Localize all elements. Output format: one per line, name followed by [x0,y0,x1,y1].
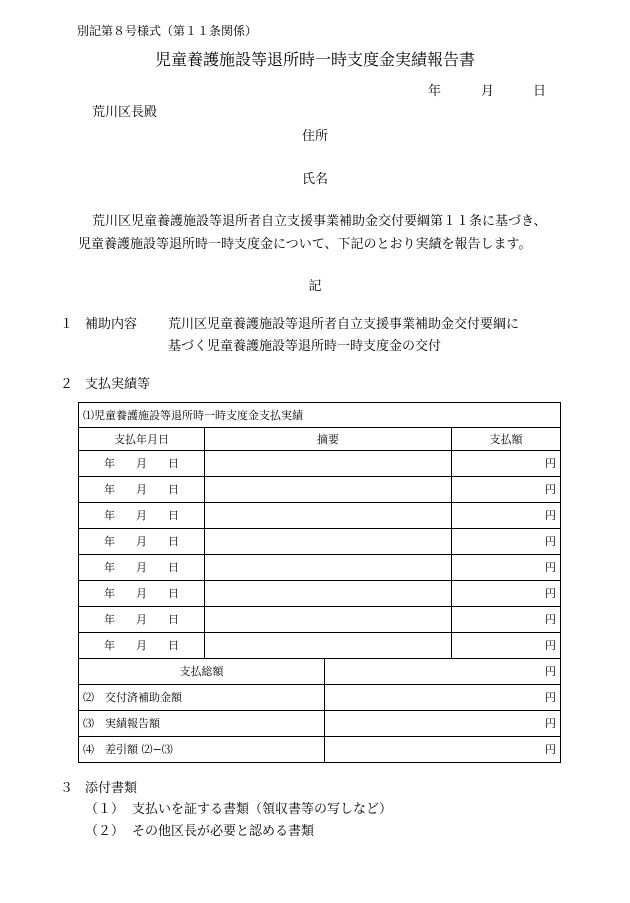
table-row [79,607,561,633]
date-cell[interactable]: 年 月 日 [79,581,205,607]
difference-amount[interactable]: 円 [325,737,561,763]
date-cell[interactable]: 年 月 日 [79,607,205,633]
amount-cell[interactable]: 円 [452,633,561,659]
amount-cell[interactable]: 円 [452,503,561,529]
header-amount: 支払額 [452,428,561,451]
section-3-number: ３ [60,781,74,796]
table-row [79,503,561,529]
granted-amount[interactable]: 円 [325,685,561,711]
ki-label: 記 [308,279,322,294]
reported-amount[interactable]: 円 [325,711,561,737]
table-row [79,451,561,477]
total-row [79,659,561,685]
reported-row [79,711,561,737]
amount-cell[interactable]: 円 [452,477,561,503]
attachment-2-text: その他区長が必要と認める書類 [132,824,315,839]
summary-cell[interactable] [205,477,452,503]
form-label: 別記第８号様式（第１１条関係） [77,24,258,38]
amount-cell[interactable]: 円 [452,451,561,477]
date-day: 日 [533,84,547,99]
date-cell[interactable]: 年 月 日 [79,555,205,581]
summary-cell[interactable] [205,555,452,581]
granted-row [79,685,561,711]
table-caption: ⑴児童養護施設等退所時一時支度金支払実績 [79,403,561,428]
amount-cell[interactable]: 円 [452,529,561,555]
date-year: 年 [428,84,442,99]
reported-label: ⑶ 実績報告額 [79,711,325,737]
date-cell[interactable]: 年 月 日 [79,451,205,477]
total-amount[interactable]: 円 [325,659,561,685]
date-cell[interactable]: 年 月 日 [79,503,205,529]
attachment-1-text: 支払いを証する書類（領収書等の写しなど） [132,802,393,817]
granted-label: ⑵ 交付済補助金額 [79,685,325,711]
amount-cell[interactable]: 円 [452,555,561,581]
difference-label: ⑷ 差引額 ⑵−⑶ [79,737,325,763]
header-summary: 摘要 [205,428,452,451]
table-row [79,555,561,581]
date-month: 月 [481,84,495,99]
summary-cell[interactable] [205,581,452,607]
difference-row [79,737,561,763]
section-1-line-2: 基づく児童養護施設等退所時一時支度金の交付 [168,339,442,354]
amount-cell[interactable]: 円 [452,581,561,607]
payment-table [78,402,561,763]
section-1-number: １ [60,317,74,332]
summary-cell[interactable] [205,633,452,659]
section-3-label: 添付書類 [85,781,138,796]
section-1-line-1: 荒川区児童養護施設等退所者自立支援事業補助金交付要綱に [168,317,520,332]
summary-cell[interactable] [205,529,452,555]
summary-cell[interactable] [205,607,452,633]
table-row [79,529,561,555]
table-row [79,581,561,607]
attachment-2-number: （２） [85,824,125,839]
table-row [79,633,561,659]
section-1-label: 補助内容 [85,317,138,332]
section-2-label: 支払実績等 [85,377,151,392]
addressee: 荒川区長殿 [92,105,158,120]
summary-cell[interactable] [205,451,452,477]
summary-cell[interactable] [205,503,452,529]
date-cell[interactable]: 年 月 日 [79,633,205,659]
date-cell[interactable]: 年 月 日 [79,529,205,555]
amount-cell[interactable]: 円 [452,607,561,633]
attachment-1-number: （１） [85,802,125,817]
body-line-2: 児童養護施設等退所時一時支度金について、下記のとおり実績を報告します。 [78,237,532,252]
date-cell[interactable]: 年 月 日 [79,477,205,503]
address-label: 住所 [301,129,328,144]
body-line-1: 荒川区児童養護施設等退所者自立支援事業補助金交付要綱第１１条に基づき、 [92,214,547,229]
table-row [79,477,561,503]
name-label: 氏名 [301,172,328,187]
section-2-number: ２ [60,377,74,392]
page-title: 児童養護施設等退所時一時支度金実績報告書 [154,50,475,69]
total-label: 支払総額 [79,659,325,685]
header-payment-date: 支払年月日 [79,428,205,451]
